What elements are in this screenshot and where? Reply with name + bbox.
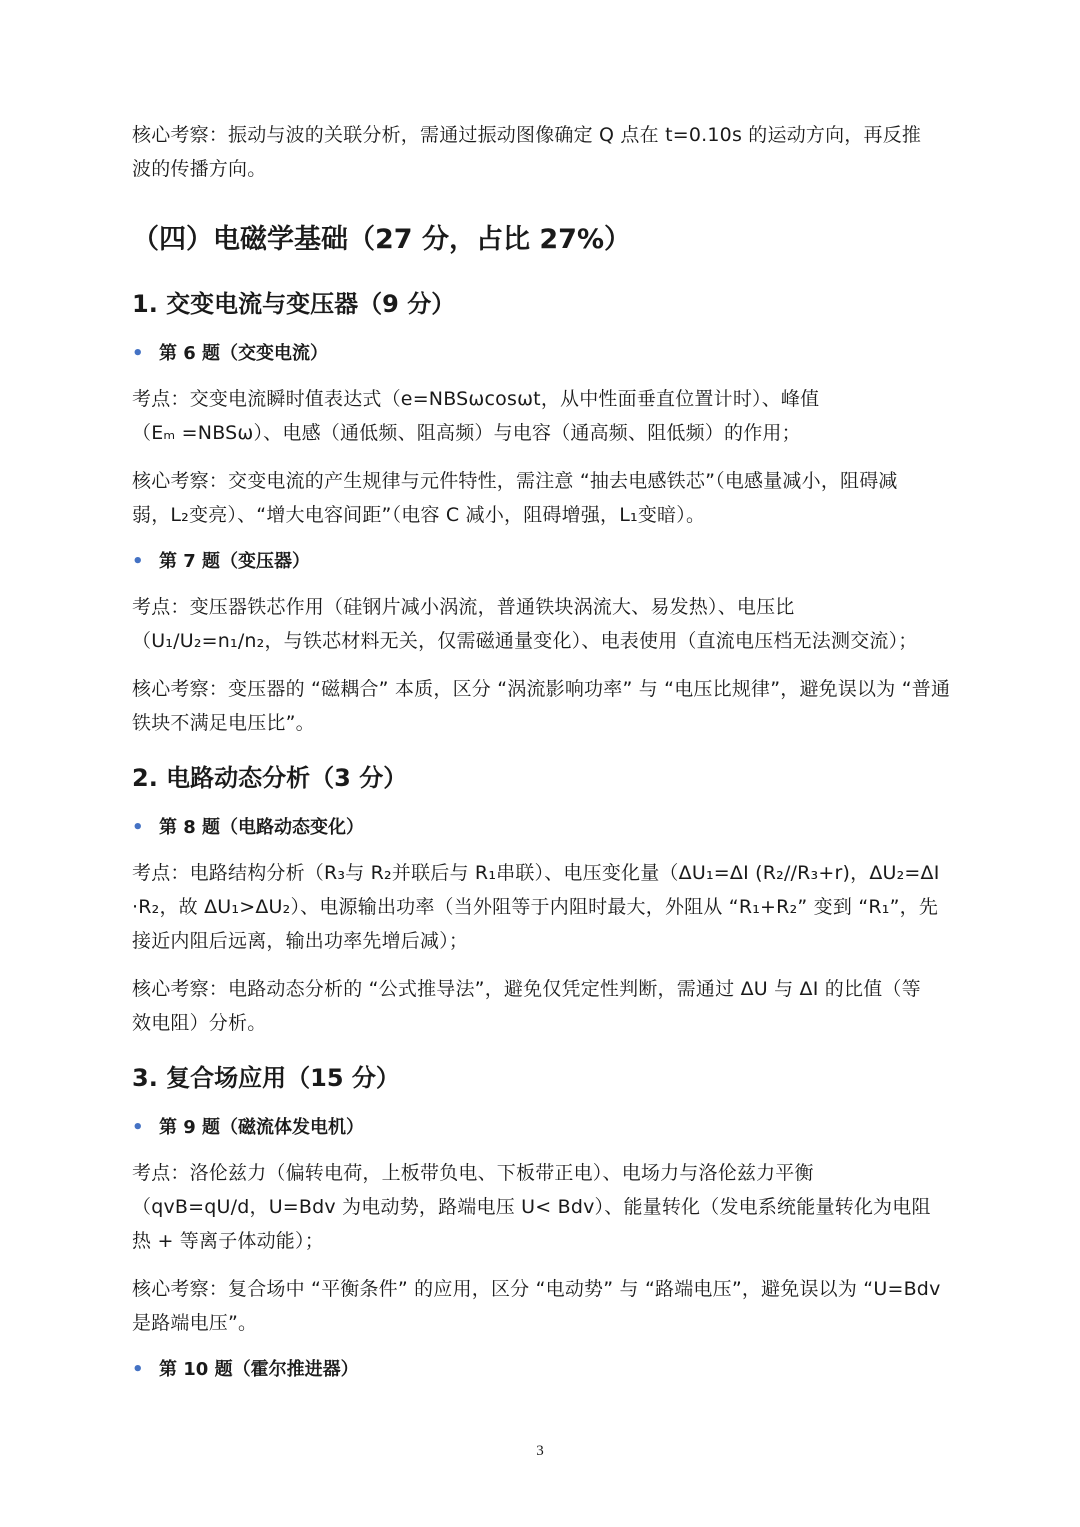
bullet-question-7 bbox=[132, 546, 954, 578]
bullet-dot-icon: • bbox=[132, 1117, 144, 1138]
bullet-dot-icon: • bbox=[132, 551, 144, 572]
kaodian-paragraph bbox=[132, 856, 954, 958]
text-line: 核心考察：变压器的 “磁耦合” 本质，区分 “涡流影响功率” 与 “电压比规律”，避免误以为 “普通 bbox=[132, 678, 951, 700]
kaodian-paragraph bbox=[132, 1156, 954, 1258]
bullet-label: 第 6 题（交变电流） bbox=[159, 343, 329, 364]
text-line: （qvB=qU/d，U=Bdv 为电动势，路端电压 U< Bdv）、能量转化（发电系统能量转化为电阻 bbox=[132, 1196, 931, 1218]
text-line: 考点：变压器铁芯作用（硅钢片减小涡流，普通铁块涡流大、易发热）、电压比 bbox=[132, 596, 795, 618]
text-line: 核心考察：电路动态分析的 “公式推导法”，避免仅凭定性判断，需通过 ΔU 与 ΔI 的比值（等 bbox=[132, 978, 921, 1000]
bullet-label: 第 8 题（电路动态变化） bbox=[159, 817, 365, 838]
kaodian-paragraph bbox=[132, 590, 954, 658]
text-line: 是路端电压”。 bbox=[132, 1312, 258, 1334]
text-line: 铁块不满足电压比”。 bbox=[132, 712, 315, 734]
text-line: 考点：电路结构分析（R₃与 R₂并联后与 R₁串联）、电压变化量（ΔU₁=ΔI (R₂//R₃+r)，ΔU₂=ΔI bbox=[132, 862, 940, 884]
hexin-paragraph bbox=[132, 464, 954, 532]
intro-paragraph bbox=[132, 118, 954, 186]
subsection-heading-3: 3. 复合场应用（15 分） bbox=[132, 1064, 400, 1092]
bullet-dot-icon: • bbox=[132, 1359, 144, 1380]
text-line: ·R₂，故 ΔU₁>ΔU₂）、电源输出功率（当外阻等于内阻时最大，外阻从 “R₁+R₂” 变到 “R₁”，先 bbox=[132, 896, 939, 918]
hexin-paragraph bbox=[132, 672, 954, 740]
bullet-label: 第 9 题（磁流体发电机） bbox=[159, 1117, 365, 1138]
text-line: 核心考察：交变电流的产生规律与元件特性，需注意 “抽去电感铁芯”（电感量减小，阻碍减 bbox=[132, 470, 898, 492]
bullet-question-8 bbox=[132, 812, 954, 844]
section-heading: （四）电磁学基础（27 分，占比 27%） bbox=[132, 224, 631, 255]
text-line: 核心考察：振动与波的关联分析，需通过振动图像确定 Q 点在 t=0.10s 的运动方向，再反推 bbox=[132, 124, 922, 146]
text-line: 效电阻）分析。 bbox=[132, 1012, 267, 1034]
hexin-paragraph bbox=[132, 972, 954, 1040]
text-line: 接近内阻后远离，输出功率先增后减）； bbox=[132, 930, 469, 952]
document-page bbox=[132, 118, 954, 1398]
page-number: 3 bbox=[536, 1443, 544, 1459]
bullet-dot-icon: • bbox=[132, 817, 144, 838]
text-line: （U₁/U₂=n₁/n₂，与铁芯材料无关，仅需磁通量变化）、电表使用（直流电压档无法测交流）； bbox=[132, 630, 918, 652]
bullet-question-10 bbox=[132, 1354, 954, 1386]
text-line: 热 + 等离子体动能）； bbox=[132, 1230, 324, 1252]
text-line: 考点：交变电流瞬时值表达式（e=NBSωcosωt，从中性面垂直位置计时）、峰值 bbox=[132, 388, 820, 410]
hexin-paragraph bbox=[132, 1272, 954, 1340]
bullet-label: 第 7 题（变压器） bbox=[159, 551, 311, 572]
text-line: 考点：洛伦兹力（偏转电荷，上板带负电、下板带正电）、电场力与洛伦兹力平衡 bbox=[132, 1162, 814, 1184]
bullet-question-9 bbox=[132, 1112, 954, 1144]
bullet-question-6 bbox=[132, 338, 954, 370]
text-line: 弱，L₂变亮）、“增大电容间距”（电容 C 减小，阻碍增强，L₁变暗）。 bbox=[132, 504, 706, 526]
subsection-heading-1: 1. 交变电流与变压器（9 分） bbox=[132, 290, 456, 318]
text-line: （Eₘ =NBSω）、电感（通低频、阻高频）与电容（通高频、阻低频）的作用； bbox=[132, 422, 801, 444]
text-line: 波的传播方向。 bbox=[132, 158, 267, 180]
text-line: 核心考察：复合场中 “平衡条件” 的应用，区分 “电动势” 与 “路端电压”，避免误以为 “U=Bdv bbox=[132, 1278, 941, 1300]
bullet-label: 第 10 题（霍尔推进器） bbox=[159, 1359, 359, 1380]
bullet-dot-icon: • bbox=[132, 343, 144, 364]
subsection-heading-2: 2. 电路动态分析（3 分） bbox=[132, 764, 408, 792]
kaodian-paragraph bbox=[132, 382, 954, 450]
